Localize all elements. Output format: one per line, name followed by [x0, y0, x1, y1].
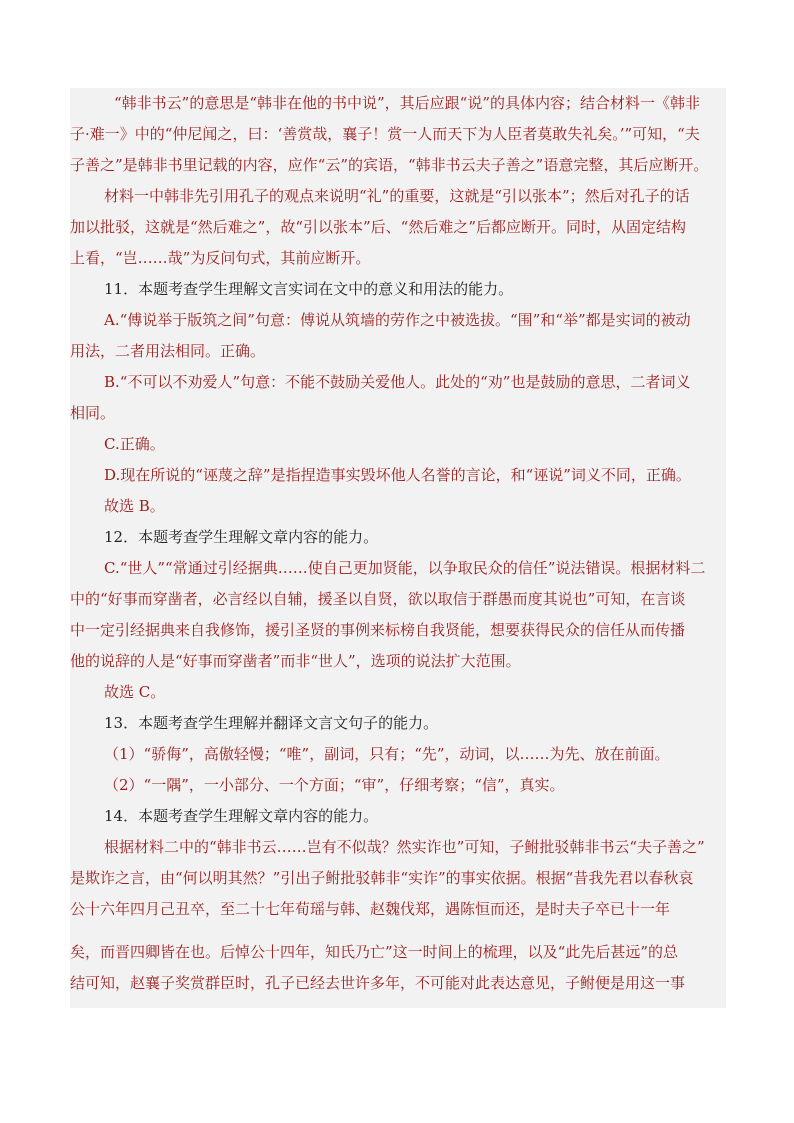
paragraph-line: 上看，“岂……哉”为反问句式，其前应断开。 [70, 249, 371, 267]
paragraph-line: 是欺诈之言，由“何以明其然？”引出子鲋批驳韩非“实诈”的事实依据。根据“昔我先君以春秋哀 [70, 869, 694, 887]
question-heading: 12．本题考查学生理解文章内容的能力。 [104, 528, 379, 546]
paragraph-line: 他的说辞的人是“好事而穿凿者”而非“世人”，选项的说法扩大范围。 [70, 652, 521, 670]
question-heading: 11．本题考查学生理解文言实词在文中的意义和用法的能力。 [104, 280, 514, 298]
paragraph-line: 中一定引经据典来自我修饰，援引圣贤的事例来标榜自我贤能，想要获得民众的信任从而传播 [70, 621, 686, 639]
paragraph-line: B.“不可以不劝爱人”句意：不能不鼓励关爱他人。此处的“劝”也是鼓励的意思，二者词义 [104, 373, 691, 391]
paragraph-line: 根据材料二中的“韩非书云……岂有不似哉？然实诈也”可知，子鲋批驳韩非书云“夫子善之” [104, 838, 705, 856]
paragraph-line: 用法，二者用法相同。正确。 [70, 342, 266, 360]
paragraph-line: 矣，而晋四卿皆在也。后悼公十四年，知氏乃亡”这一时间上的梳理，以及“此先后甚远”的总 [70, 943, 679, 961]
document-body [70, 88, 726, 1008]
paragraph-line: 中的“好事而穿凿者，必言经以自辅，援圣以自贤，欲以取信于群愚而度其说也”可知，在言谈 [70, 590, 686, 608]
paragraph-line: 公十六年四月己丑卒，至二十七年荀瑶与韩、赵魏伐郑，遇陈恒而还，是时夫子卒已十一年 [70, 900, 671, 918]
paragraph-line: 材料一中韩非先引用孔子的观点来说明“礼”的重要，这就是“引以张本”；然后对孔子的话 [104, 187, 690, 205]
paragraph-line: 结可知，赵襄子奖赏群臣时，孔子已经去世许多年，不可能对此表达意见，子鲋便是用这一事 [70, 974, 686, 992]
question-heading: 13．本题考查学生理解并翻译文言文句子的能力。 [104, 714, 439, 732]
paragraph-line: “韩非书云”的意思是“韩非在他的书中说”，其后应跟“说”的具体内容；结合材料一《韩非 [114, 94, 701, 112]
paragraph-line: 加以批驳，这就是“然后难之”，故“引以张本”后、“然后难之”后都应断开。同时，从固定结构 [70, 218, 687, 236]
paragraph-line: 子·难一》中的“仲尼闻之，曰：‘善赏哉，襄子！赏一人而天下为人臣者莫敢失礼矣。’”可知，“夫 [70, 125, 700, 143]
paragraph-line: （2）“一隅”，一小部分、一个方面；“审”，仔细考察；“信”，真实。 [104, 776, 565, 794]
paragraph-line: A.“傅说举于版筑之间”句意：傅说从筑墙的劳作之中被选拔。“围”和“举”都是实词的被动 [104, 311, 691, 329]
paragraph-line: 子善之”是韩非书里记载的内容，应作“云”的宾语，“韩非书云夫子善之”语意完整，其后应断开。 [70, 156, 709, 174]
paragraph-line: D.现在所说的“诬蔑之辞”是指捏造事实毁坏他人名誉的言论，和“诬说”词义不同，正确。 [104, 466, 691, 484]
answer-line: 故选 B。 [104, 497, 165, 515]
paragraph-line: C.正确。 [104, 435, 165, 453]
question-heading: 14．本题考查学生理解文章内容的能力。 [104, 807, 379, 825]
paragraph-line: （1）“骄侮”，高傲轻慢；“唯”，副词，只有；“先”，动词，以……为先、放在前面。 [104, 745, 670, 763]
paragraph-line: 相同。 [70, 404, 116, 422]
answer-line: 故选 C。 [104, 683, 166, 701]
paragraph-line: C.“世人”“常通过引经据典……使自己更加贤能，以争取民众的信任”说法错误。根据材料二 [104, 559, 706, 577]
